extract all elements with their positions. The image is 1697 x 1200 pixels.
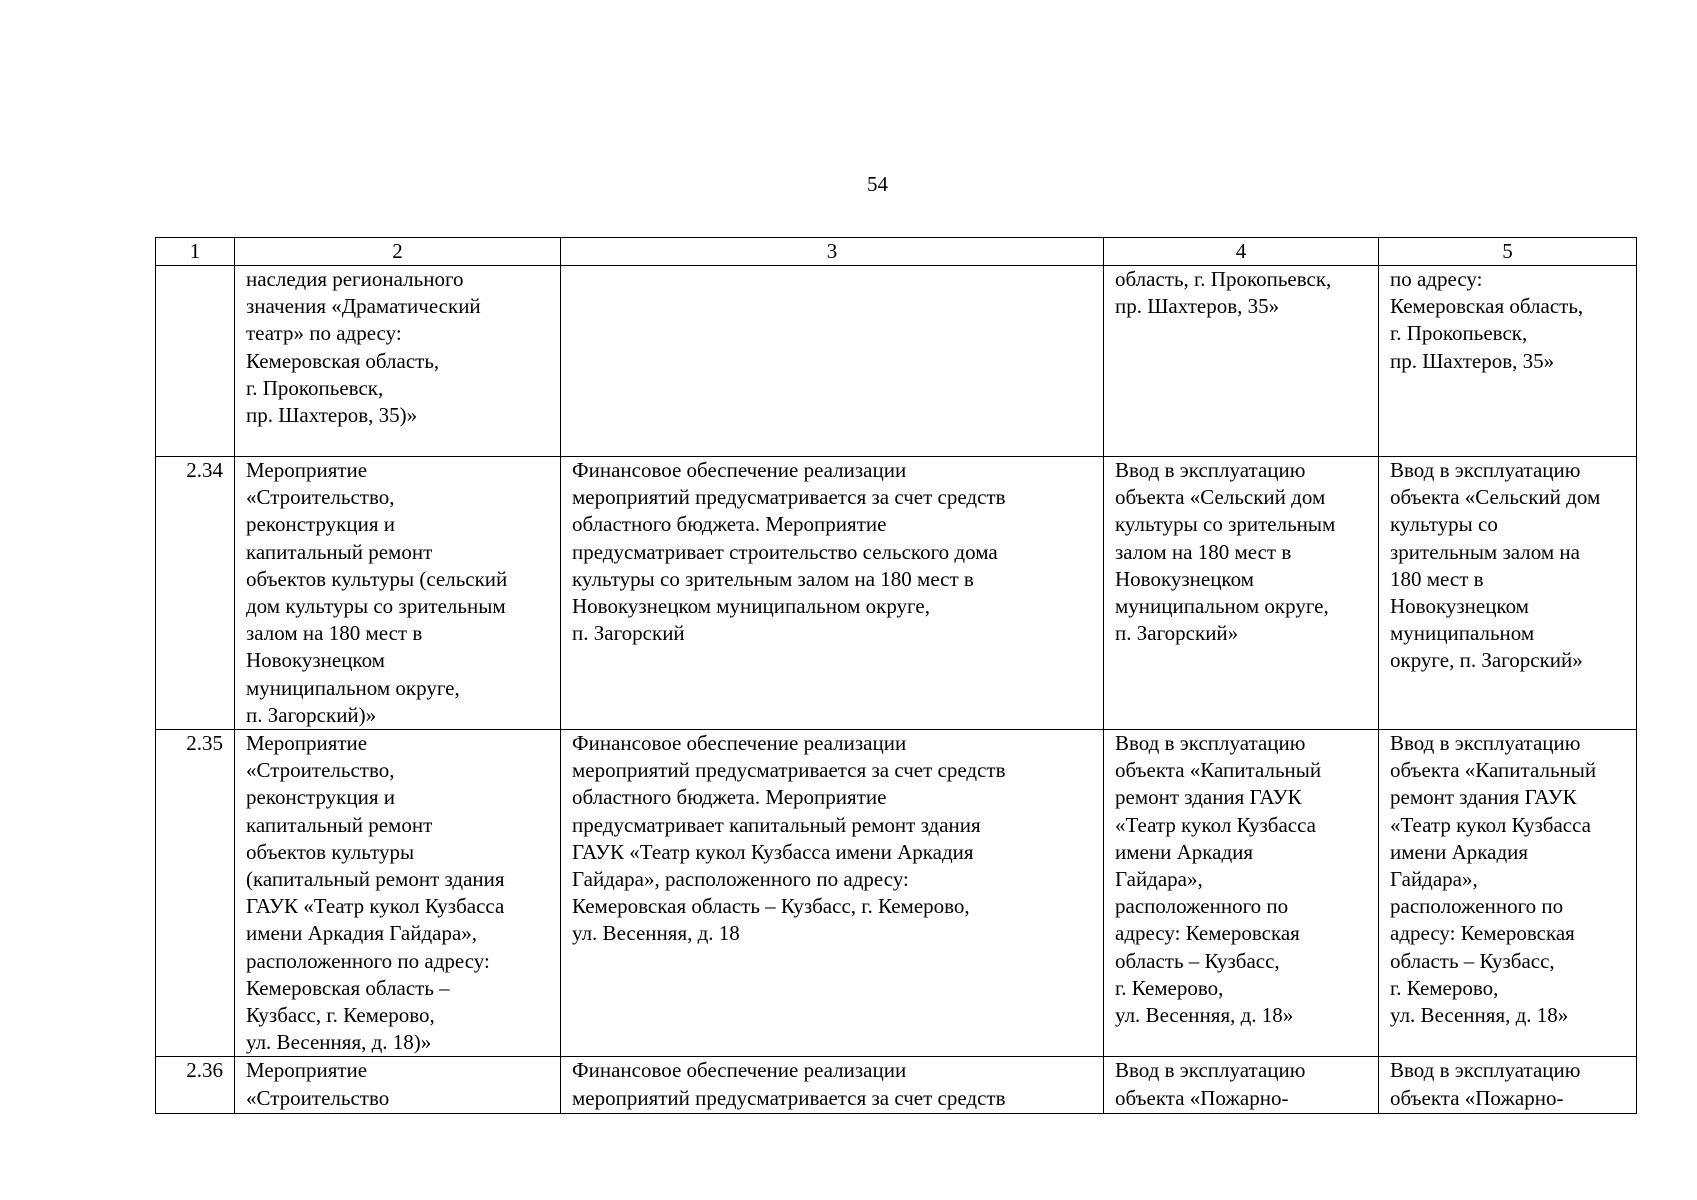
measure-name-cell: Мероприятие «Строительство, реконструкция и капитальный ремонт объектов культуры (сельский дом культуры со зрительным залом на 180 мест в Новокузнецком муниципальном округе, п. Загорский)» [235,457,561,730]
measure-indicator-cell: по адресу: Кемеровская область, г. Прокопьевск, пр. Шахтеров, 35» [1379,266,1637,457]
row-number-cell: 2.36 [156,1057,235,1114]
row-number-cell: 2.35 [156,730,235,1057]
measure-result-cell: Ввод в эксплуатацию объекта «Сельский дом культуры со зрительным залом на 180 мест в Новокузнецком муниципальном округе, п. Загорский» [1104,457,1379,730]
column-header-2: 2 [235,238,561,266]
table-row [156,457,1637,730]
row-number-cell [156,266,235,457]
column-header-4: 4 [1104,238,1379,266]
column-header-3: 3 [561,238,1104,266]
measure-description-cell [561,266,1104,457]
measure-name-cell: Мероприятие «Строительство [235,1057,561,1114]
measure-indicator-cell: Ввод в эксплуатацию объекта «Капитальный ремонт здания ГАУК «Театр кукол Кузбасса имени Аркадия Гайдара», расположенного по адресу: Кемеровская область – Кузбасс, г. Кемерово, ул. Весенняя, д. 18» [1379,730,1637,1057]
column-number-row [156,238,1637,266]
measure-indicator-cell: Ввод в эксплуатацию объекта «Пожарно- [1379,1057,1637,1114]
column-header-5: 5 [1379,238,1637,266]
column-header-1: 1 [156,238,235,266]
table-row [156,1057,1637,1114]
table-row [156,266,1637,457]
row-number-cell: 2.34 [156,457,235,730]
measure-result-cell: Ввод в эксплуатацию объекта «Пожарно- [1104,1057,1379,1114]
measure-name-cell: Мероприятие «Строительство, реконструкция и капитальный ремонт объектов культуры (капитальный ремонт здания ГАУК «Театр кукол Кузбасса имени Аркадия Гайдара», расположенного по адресу: Кемеровская область – Кузбасс, г. Кемерово, ул. Весенняя, д. 18)» [235,730,561,1057]
measure-result-cell: Ввод в эксплуатацию объекта «Капитальный ремонт здания ГАУК «Театр кукол Кузбасса имени Аркадия Гайдара», расположенного по адресу: Кемеровская область – Кузбасс, г. Кемерово, ул. Весенняя, д. 18» [1104,730,1379,1057]
table-row [156,730,1637,1057]
measure-indicator-cell: Ввод в эксплуатацию объекта «Сельский дом культуры со зрительным залом на 180 мест в Новокузнецком муниципальном округе, п. Загорский» [1379,457,1637,730]
measure-description-cell: Финансовое обеспечение реализации мероприятий предусматривается за счет средств областного бюджета. Мероприятие предусматривает строительство сельского дома культуры со зрительным залом на 180 мест в Новокузнецком муниципальном округе, п. Загорский [561,457,1104,730]
measure-description-cell: Финансовое обеспечение реализации мероприятий предусматривается за счет средств областного бюджета. Мероприятие предусматривает капитальный ремонт здания ГАУК «Театр кукол Кузбасса имени Аркадия Гайдара», расположенного по адресу: Кемеровская область – Кузбасс, г. Кемерово, ул. Весенняя, д. 18 [561,730,1104,1057]
measure-result-cell: область, г. Прокопьевск, пр. Шахтеров, 35» [1104,266,1379,457]
measures-table [155,237,1637,1114]
measure-name-cell: наследия регионального значения «Драматический театр» по адресу: Кемеровская область, г. Прокопьевск, пр. Шахтеров, 35)» [235,266,561,457]
measure-description-cell: Финансовое обеспечение реализации мероприятий предусматривается за счет средств [561,1057,1104,1114]
page-number: 54 [867,172,888,196]
